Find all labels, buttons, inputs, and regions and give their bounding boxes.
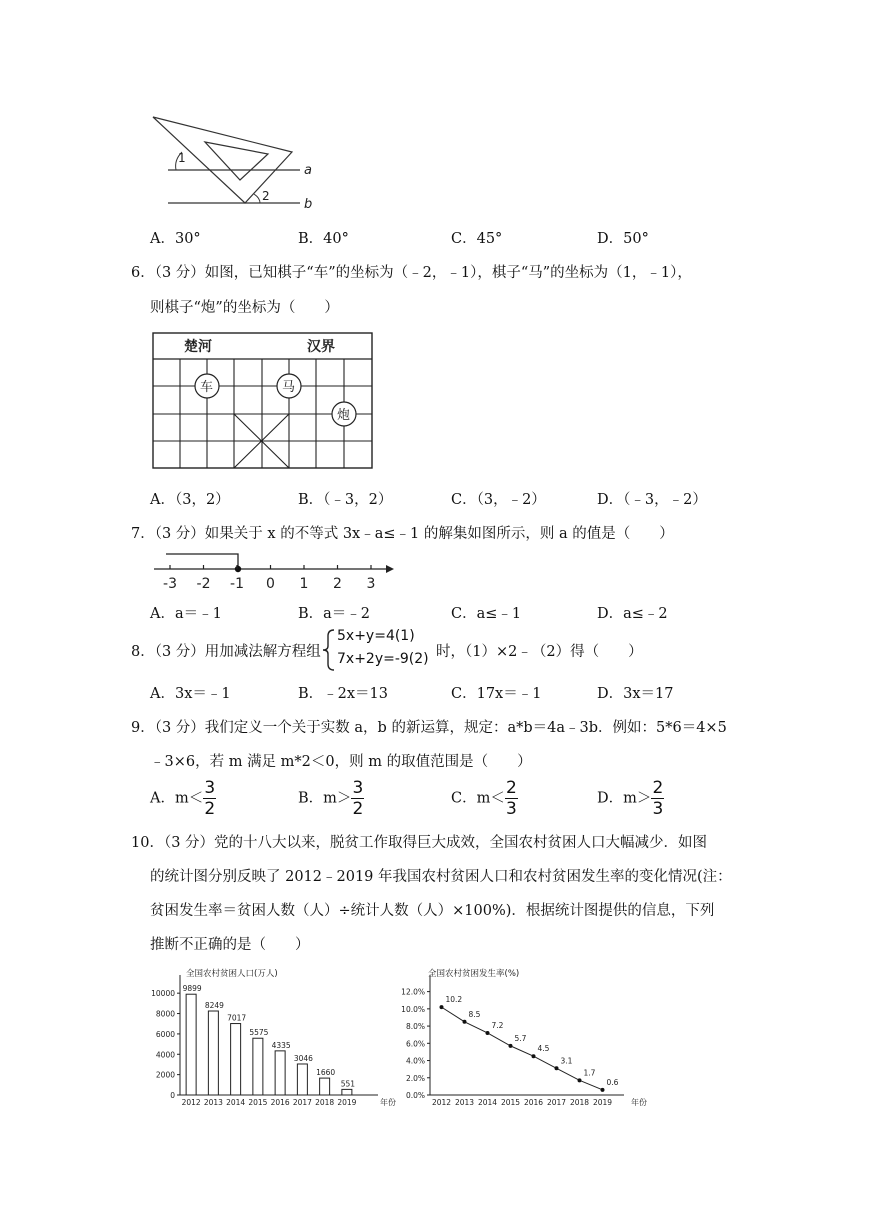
q7-option-c[interactable]: C．a≤﹣1 [451, 606, 522, 622]
poverty-population-bar-chart [148, 963, 404, 1113]
x-tick-label: 2013 [203, 1098, 223, 1107]
equation-1: 5x+y=4(1) [337, 628, 415, 644]
bar-value-label: 7017 [227, 1013, 247, 1023]
data-point [440, 1005, 444, 1009]
y-tick-label: 2.0% [405, 1073, 425, 1083]
x-tick-label: 2012 [181, 1098, 201, 1107]
bar-value-label: 1660 [316, 1068, 336, 1078]
label-2: 2 [262, 189, 270, 203]
q9-option-d-prefix: D．m＞ [597, 790, 652, 807]
q6-option-b[interactable]: B．（﹣3，2） [298, 492, 393, 508]
q9-option-b[interactable] [298, 779, 364, 818]
number-line-tick-label: -2 [196, 576, 211, 592]
y-tick-label: 12.0% [401, 987, 425, 997]
data-label: 1.7 [583, 1068, 596, 1078]
x-tick-label: 2012 [431, 1098, 452, 1107]
q8-option-a[interactable]: A．3x＝﹣1 [150, 686, 231, 702]
data-point [509, 1044, 513, 1048]
data-point [486, 1031, 490, 1035]
solution-bracket [166, 554, 238, 569]
solid-point [235, 566, 241, 572]
x-tick-label: 2015 [248, 1098, 268, 1107]
piece-pao-label: 炮 [337, 408, 351, 423]
triangle-ruler-outer [153, 117, 292, 203]
number-line-tick-label: -3 [163, 576, 177, 592]
poverty-rate-line-chart [396, 963, 656, 1113]
bar [297, 1064, 307, 1095]
q9-option-c[interactable] [451, 779, 518, 818]
x-tick-label: 2016 [523, 1098, 544, 1107]
x-tick-label: 2017 [292, 1098, 312, 1107]
bar-value-label: 551 [340, 1079, 356, 1089]
y-tick-label: 6000 [155, 1029, 175, 1039]
q8-stem-post: 时，（1）×2﹣（2）得（ ） [436, 644, 643, 660]
fraction: $\frac{3}{2}$ [352, 778, 364, 819]
y-tick-label: 8000 [155, 1009, 175, 1019]
y-tick-label: 6.0% [405, 1039, 425, 1049]
q10-stem-line4: 推断不正确的是（ ） [150, 937, 310, 953]
number-line-figure [150, 548, 395, 593]
data-label: 0.6 [606, 1077, 619, 1087]
q5-option-b[interactable]: B．40° [298, 231, 349, 247]
bar [231, 1024, 241, 1095]
angle-2-arc [254, 194, 260, 203]
y-tick-label: 0 [170, 1091, 175, 1100]
y-tick-label: 10.0% [401, 1004, 425, 1014]
q6-option-d[interactable]: D．（﹣3，﹣2） [597, 492, 707, 508]
label-a: a [304, 163, 312, 178]
y-tick-label: 4.0% [405, 1056, 425, 1066]
data-point [601, 1088, 605, 1092]
x-tick-label: 2013 [454, 1098, 475, 1107]
chart-title: 全国农村贫困发生率(%) [428, 969, 520, 979]
bar [320, 1078, 330, 1095]
q6-option-a[interactable]: A．（3，2） [150, 492, 230, 508]
data-label: 7.2 [491, 1020, 504, 1030]
chart-title: 全国农村贫困人口(万人) [186, 969, 278, 979]
series-line [442, 1007, 603, 1090]
data-label: 3.1 [560, 1056, 573, 1066]
data-label: 10.2 [445, 995, 463, 1005]
q9-option-c-prefix: C．m＜ [451, 790, 505, 807]
q6-stem-line1: 6．（3 分）如图，已知棋子“车”的坐标为（﹣2，﹣1），棋子“马”的坐标为（1，﹣1）， [131, 265, 692, 281]
bar [186, 994, 196, 1095]
number-line-tick-label: 3 [366, 576, 376, 592]
x-tick-label: 2015 [500, 1098, 521, 1107]
y-tick-label: 2000 [155, 1070, 175, 1080]
bar-value-label: 4335 [271, 1040, 291, 1050]
q9-option-b-prefix: B．m＞ [298, 790, 352, 807]
data-point [578, 1078, 582, 1082]
bar [275, 1051, 285, 1095]
x-tick-label: 2019 [592, 1098, 613, 1107]
data-point [532, 1054, 536, 1058]
x-tick-label: 2017 [546, 1098, 567, 1107]
bar-value-label: 9899 [182, 984, 202, 994]
x-axis-label: 年份 [380, 1098, 396, 1107]
x-tick-label: 2014 [477, 1098, 498, 1107]
q9-option-a-prefix: A．m＜ [150, 790, 204, 807]
q8-option-b[interactable]: B．﹣2x＝13 [298, 686, 389, 702]
x-tick-label: 2018 [569, 1098, 590, 1107]
data-label: 5.7 [514, 1033, 527, 1043]
piece-che-label: 车 [200, 380, 214, 395]
number-line-arrow [386, 565, 394, 573]
x-tick-label: 2018 [315, 1098, 335, 1107]
system-brace [322, 628, 336, 672]
q8-option-d[interactable]: D．3x＝17 [597, 686, 674, 702]
fraction: $\frac{2}{3}$ [505, 778, 517, 819]
q5-option-a[interactable]: A．30° [150, 231, 201, 247]
q9-stem-line2: ﹣3×6，若 m 满足 m*2＜0，则 m 的取值范围是（ ） [150, 754, 532, 770]
q6-option-c[interactable]: C．（3，﹣2） [451, 492, 546, 508]
q8-stem-pre: 8．（3 分）用加减法解方程组 [131, 644, 321, 660]
y-tick-label: 10000 [151, 989, 175, 999]
bar-value-label: 8249 [204, 1001, 224, 1011]
q10-stem-line3: 贫困发生率＝贫困人数（人）÷统计人数（人）×100%)．根据统计图提供的信息，下列 [150, 903, 715, 919]
q7-option-a[interactable]: A．a＝﹣1 [150, 606, 222, 622]
q8-option-c[interactable]: C．17x＝﹣1 [451, 686, 542, 702]
q9-option-a[interactable] [150, 779, 216, 818]
board-title-hanjie: 汉界 [307, 339, 335, 355]
number-line-tick-label: -1 [230, 576, 244, 592]
q7-option-b[interactable]: B．a＝﹣2 [298, 606, 371, 622]
x-axis-label: 年份 [631, 1098, 647, 1107]
q5-triangle-figure [150, 112, 320, 216]
board-title-chuhe: 楚河 [184, 339, 212, 355]
y-tick-label: 8.0% [405, 1022, 425, 1032]
q10-stem-line1: 10．（3 分）党的十八大以来，脱贫工作取得巨大成效，全国农村贫困人口大幅减少．如图 [131, 835, 708, 851]
y-tick-label: 4000 [155, 1050, 175, 1060]
piece-ma-label: 马 [282, 380, 296, 395]
bar-value-label: 5575 [249, 1028, 269, 1038]
number-line-tick-label: 1 [299, 576, 309, 592]
equation-2: 7x+2y=-9(2) [337, 651, 429, 667]
q10-stem-line2: 的统计图分别反映了 2012﹣2019 年我国农村贫困人口和农村贫困发生率的变化情况(注： [150, 869, 732, 885]
number-line-tick-label: 0 [266, 576, 275, 592]
x-tick-label: 2019 [337, 1098, 357, 1107]
bar [342, 1089, 352, 1095]
bar [253, 1038, 263, 1095]
fraction: $\frac{2}{3}$ [652, 778, 664, 819]
q7-stem: 7．（3 分）如果关于 x 的不等式 3x﹣a≤﹣1 的解集如图所示，则 a 的值是（ ） [131, 526, 674, 542]
data-point [463, 1020, 467, 1024]
x-tick-label: 2016 [270, 1098, 290, 1107]
q5-option-d[interactable]: D．50° [597, 231, 649, 247]
y-tick-label: 0.0% [405, 1091, 425, 1100]
chessboard-figure [152, 332, 374, 470]
fraction: $\frac{3}{2}$ [204, 778, 216, 819]
x-tick-label: 2014 [226, 1098, 246, 1107]
data-label: 8.5 [468, 1009, 481, 1019]
q6-stem-line2: 则棋子“炮”的坐标为（ ） [150, 300, 339, 316]
q9-stem-line1: 9．（3 分）我们定义一个关于实数 a，b 的新运算，规定：a*b＝4a﹣3b．例如：5*6＝4×5 [131, 720, 727, 736]
data-label: 4.5 [537, 1044, 550, 1054]
bar-value-label: 3046 [293, 1053, 313, 1063]
q7-option-d[interactable]: D．a≤﹣2 [597, 606, 668, 622]
label-b: b [304, 197, 313, 212]
q9-option-d[interactable] [597, 779, 664, 818]
label-1: 1 [178, 151, 186, 165]
number-line-tick-label: 2 [333, 576, 342, 592]
q5-option-c[interactable]: C．45° [451, 231, 503, 247]
bar [208, 1011, 218, 1095]
data-point [555, 1066, 559, 1070]
